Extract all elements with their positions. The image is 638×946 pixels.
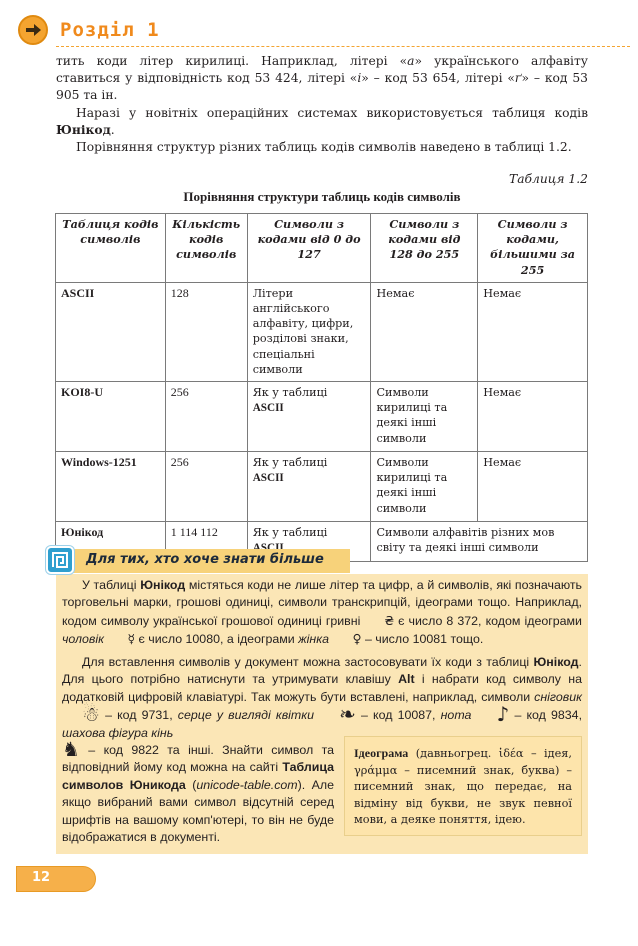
column-header: Символи з кодами, більшими за 255: [478, 214, 588, 283]
table-caption: Таблиця 1.2: [509, 172, 588, 186]
definition-term: Ідеограма: [354, 746, 409, 760]
column-header: Кількість кодів символів: [165, 214, 247, 283]
music-note-icon: ♪: [496, 702, 510, 727]
extra-paragraph-1: У таблиці Юнікод містяться коди не лише літер та цифр, а й символів, які позначають торговельні марки, грошові одиниці, символи транскрипцій, ідеограми тощо. Наприклад, кодом символу української грошової одиниці гривні ₴ є число 8 372, кодом ідеограми чоловік ☿ є число 10080, а ідеограми жінка ♀ – число 10081 тощо.: [62, 578, 582, 647]
paragraph-2: Наразі у новітніх операційних системах використовується таблиця кодів Юнікод.: [56, 106, 588, 137]
table-cell: Літери англійського алфавіту, цифри, розділові знаки, спеціальні символи: [247, 282, 371, 381]
man-icon: ☿: [127, 631, 136, 647]
table-cell: Символи кирилиці та деякі інші символи: [371, 452, 478, 522]
table-title: Порівняння структури таблиць кодів символів: [183, 189, 461, 204]
table-cell: KOI8-U: [56, 382, 166, 452]
column-header: Таблиця кодів символів: [56, 214, 166, 283]
definition-box: Ідеограма (давньогрец. ἰδέα – ідея, γράμμα – писемний знак, буква) – писемний знак, що передає, на відміну від букви, не звук певної мови, а деяке поняття, ідею.: [344, 736, 582, 836]
page-number: 12: [32, 870, 51, 885]
chapter-header: [18, 14, 160, 46]
table-cell: 1 114 112: [165, 522, 247, 562]
paragraph-3: Порівняння структур різних таблиць кодів символів наведено в таблиці 1.2.: [76, 140, 572, 154]
chess-knight-icon: ♞: [62, 737, 80, 761]
snowman-icon: ☃: [82, 702, 100, 727]
table-row: [56, 282, 588, 381]
arrow-right-icon: [18, 15, 48, 45]
table-cell: Юнікод: [56, 522, 166, 562]
table-cell: Як у таблиці ASCII: [247, 452, 371, 522]
table-cell: 256: [165, 452, 247, 522]
comparison-table: [55, 213, 588, 562]
table-cell: Як у таблиці: [247, 522, 371, 562]
extra-title: Для тих, хто хоче знати більше: [86, 552, 324, 567]
column-header: Символи з кодами від 0 до 127: [247, 214, 371, 283]
table-row: [56, 452, 588, 522]
extra-paragraph-3: ♞ – код 9822 та інші. Знайти символ та відповідний йому код можна на сайті Таблица символов Юникода (unicode-table.com). Але якщо вибраний вами символ відсутній серед шрифтів на вашому комп'ютері, то він не буде відображатися в документі.: [62, 737, 334, 845]
table-cell: Windows-1251: [56, 452, 166, 522]
hryvnia-icon: ₴: [384, 612, 395, 628]
table-cell: Немає: [478, 282, 588, 381]
table-row: [56, 382, 588, 452]
woman-icon: ♀: [352, 631, 362, 647]
table-cell: Немає: [478, 382, 588, 452]
extra-paragraph-2: Для вставлення символів у документ можна застосовувати їх коди з таблиці Юнікод. Для цього потрібно натиснути та утримувати клавішу Alt і набрати код символу на додатковій цифровій клавіатурі. Так можуть бути вставлені, наприклад, символи сніговик ☃ – код 9731, серце у вигляді квітки ❧ – код 10087, нота ♪ – код 9834, шахова фігура кінь: [62, 655, 583, 740]
paragraph-1: тить коди літер кирилиці. Наприклад, літері «а» українського алфавіту ставиться у відповідність код 53 424, літері «і» – код 53 654, літері «ґ» – код 53 905 та ін.: [56, 54, 588, 102]
chapter-title: Розділ 1: [60, 19, 160, 41]
table-cell: Немає: [371, 282, 478, 381]
floral-heart-icon: ❧: [339, 702, 356, 727]
table-header-row: [56, 214, 588, 283]
spiral-icon: [46, 546, 74, 574]
header-divider: [56, 46, 630, 47]
page-number-tab: [16, 866, 96, 892]
table-cell: 128: [165, 282, 247, 381]
table-cell: Немає: [478, 452, 588, 522]
column-header: Символи з кодами від 128 до 255: [371, 214, 478, 283]
table-cell: 256: [165, 382, 247, 452]
site-link[interactable]: unicode-table.com: [196, 777, 298, 792]
table-cell: Як у таблиці ASCII: [247, 382, 371, 452]
table-cell: ASCII: [56, 282, 166, 381]
table-cell: Символи алфавітів різних мов світу та деякі інші символи: [371, 522, 588, 562]
table-cell: Символи кирилиці та деякі інші символи: [371, 382, 478, 452]
